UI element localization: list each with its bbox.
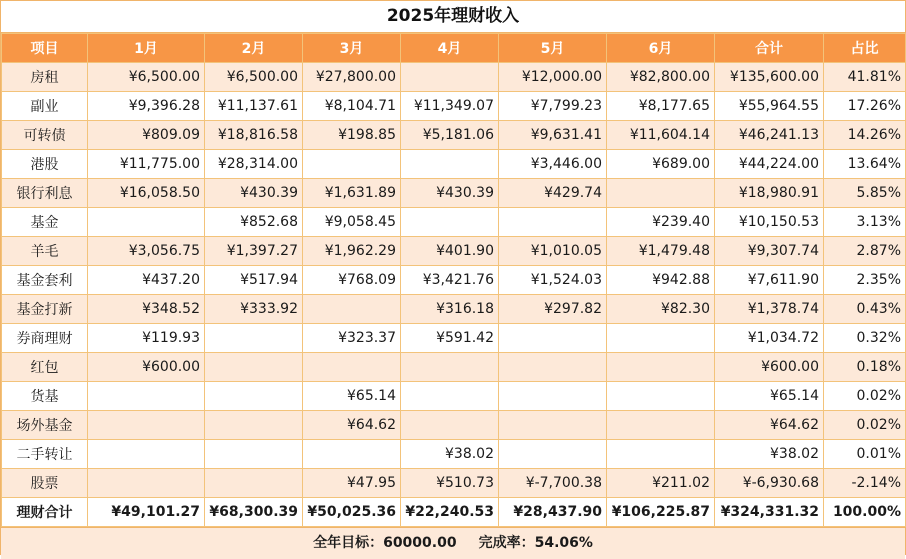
table-cell[interactable]: -2.14% — [824, 469, 906, 498]
table-cell[interactable]: ¥11,775.00 — [88, 150, 205, 179]
table-cell[interactable]: ¥591.42 — [401, 324, 499, 353]
table-cell[interactable]: 14.26% — [824, 121, 906, 150]
table-cell[interactable] — [205, 382, 303, 411]
table-cell[interactable]: ¥689.00 — [607, 150, 715, 179]
table-cell[interactable]: ¥852.68 — [205, 208, 303, 237]
table-cell[interactable]: ¥7,611.90 — [715, 266, 824, 295]
table-cell[interactable]: ¥3,056.75 — [88, 237, 205, 266]
table-cell[interactable] — [499, 382, 607, 411]
row-label[interactable]: 股票 — [2, 469, 88, 498]
table-cell[interactable]: ¥7,799.23 — [499, 92, 607, 121]
table-row — [2, 440, 906, 469]
table-cell[interactable]: ¥55,964.55 — [715, 92, 824, 121]
table-cell[interactable]: 17.26% — [824, 92, 906, 121]
table-cell[interactable] — [499, 353, 607, 382]
header-row — [2, 34, 906, 63]
row-label[interactable]: 副业 — [2, 92, 88, 121]
table-cell[interactable]: ¥430.39 — [205, 179, 303, 208]
row-label[interactable]: 羊毛 — [2, 237, 88, 266]
table-cell[interactable] — [205, 440, 303, 469]
table-cell[interactable]: ¥1,524.03 — [499, 266, 607, 295]
table-cell[interactable]: ¥401.90 — [401, 237, 499, 266]
row-label[interactable]: 银行利息 — [2, 179, 88, 208]
table-cell[interactable]: ¥430.39 — [401, 179, 499, 208]
row-label[interactable]: 基金 — [2, 208, 88, 237]
table-cell[interactable]: ¥46,241.13 — [715, 121, 824, 150]
table-cell[interactable] — [303, 150, 401, 179]
row-label[interactable]: 红包 — [2, 353, 88, 382]
table-cell[interactable]: 13.64% — [824, 150, 906, 179]
table-cell[interactable]: ¥323.37 — [303, 324, 401, 353]
table-cell[interactable]: ¥38.02 — [401, 440, 499, 469]
table-row — [2, 63, 906, 92]
table-cell[interactable] — [401, 353, 499, 382]
total-row — [2, 498, 906, 527]
header-total[interactable]: 合计 — [715, 34, 824, 63]
table-row — [2, 208, 906, 237]
table-cell[interactable]: ¥5,181.06 — [401, 121, 499, 150]
table-cell[interactable]: ¥50,025.36 — [303, 498, 401, 527]
table-row — [2, 382, 906, 411]
table-cell[interactable]: ¥9,307.74 — [715, 237, 824, 266]
table-cell[interactable] — [303, 353, 401, 382]
table-cell[interactable]: ¥65.14 — [715, 382, 824, 411]
table-cell[interactable]: ¥82.30 — [607, 295, 715, 324]
table-cell[interactable]: ¥65.14 — [303, 382, 401, 411]
table-cell[interactable] — [607, 324, 715, 353]
table-cell[interactable]: ¥211.02 — [607, 469, 715, 498]
header-share[interactable]: 占比 — [824, 34, 906, 63]
table-cell[interactable]: 0.02% — [824, 382, 906, 411]
table-cell[interactable]: ¥297.82 — [499, 295, 607, 324]
table-cell[interactable]: 0.01% — [824, 440, 906, 469]
table-cell[interactable]: ¥9,396.28 — [88, 92, 205, 121]
table-row — [2, 469, 906, 498]
table-cell[interactable]: 0.02% — [824, 411, 906, 440]
table-cell[interactable]: ¥18,816.58 — [205, 121, 303, 150]
table-cell[interactable]: ¥-7,700.38 — [499, 469, 607, 498]
table-cell[interactable]: ¥9,631.41 — [499, 121, 607, 150]
annual-target: 全年目标：60000.00 — [313, 535, 457, 551]
table-cell[interactable]: 41.81% — [824, 63, 906, 92]
table-cell[interactable] — [607, 382, 715, 411]
table-cell[interactable] — [401, 411, 499, 440]
table-cell[interactable]: ¥429.74 — [499, 179, 607, 208]
table-cell[interactable]: ¥600.00 — [88, 353, 205, 382]
table-cell[interactable]: ¥27,800.00 — [303, 63, 401, 92]
table-cell[interactable]: ¥316.18 — [401, 295, 499, 324]
table-cell[interactable]: ¥119.93 — [88, 324, 205, 353]
row-label[interactable]: 房租 — [2, 63, 88, 92]
table-cell[interactable]: ¥1,378.74 — [715, 295, 824, 324]
table-cell[interactable]: ¥22,240.53 — [401, 498, 499, 527]
table-cell[interactable] — [88, 208, 205, 237]
table-cell[interactable]: ¥1,631.89 — [303, 179, 401, 208]
table-cell[interactable]: ¥11,349.07 — [401, 92, 499, 121]
table-row — [2, 266, 906, 295]
table-cell[interactable] — [205, 324, 303, 353]
table-cell[interactable]: ¥135,600.00 — [715, 63, 824, 92]
table-cell[interactable] — [607, 353, 715, 382]
table-cell[interactable]: ¥333.92 — [205, 295, 303, 324]
table-cell[interactable]: ¥942.88 — [607, 266, 715, 295]
header-mar[interactable]: 3月 — [303, 34, 401, 63]
table-cell[interactable]: ¥49,101.27 — [88, 498, 205, 527]
table-cell[interactable]: ¥38.02 — [715, 440, 824, 469]
table-cell[interactable]: ¥10,150.53 — [715, 208, 824, 237]
income-table — [1, 33, 906, 527]
table-cell[interactable]: ¥6,500.00 — [88, 63, 205, 92]
table-cell[interactable]: ¥6,500.00 — [205, 63, 303, 92]
table-row — [2, 353, 906, 382]
table-cell[interactable]: 100.00% — [824, 498, 906, 527]
footer-summary — [1, 527, 905, 559]
table-cell[interactable]: ¥28,437.90 — [499, 498, 607, 527]
table-cell[interactable]: ¥8,177.65 — [607, 92, 715, 121]
table-cell[interactable]: ¥239.40 — [607, 208, 715, 237]
table-cell[interactable]: ¥-6,930.68 — [715, 469, 824, 498]
table-cell[interactable]: ¥3,446.00 — [499, 150, 607, 179]
table-cell[interactable]: ¥28,314.00 — [205, 150, 303, 179]
table-cell[interactable] — [607, 440, 715, 469]
table-cell[interactable]: 0.43% — [824, 295, 906, 324]
header-item[interactable]: 项目 — [2, 34, 88, 63]
table-cell[interactable]: ¥47.95 — [303, 469, 401, 498]
row-label[interactable]: 港股 — [2, 150, 88, 179]
table-cell[interactable]: ¥1,010.05 — [499, 237, 607, 266]
table-cell[interactable]: ¥1,962.29 — [303, 237, 401, 266]
header-jan[interactable]: 1月 — [88, 34, 205, 63]
table-cell[interactable]: ¥517.94 — [205, 266, 303, 295]
row-label[interactable]: 理财合计 — [2, 498, 88, 527]
row-label[interactable]: 基金套利 — [2, 266, 88, 295]
completion-rate: 完成率：54.06% — [478, 535, 593, 551]
table-cell[interactable] — [401, 63, 499, 92]
table-row — [2, 237, 906, 266]
table-row — [2, 92, 906, 121]
table-row — [2, 324, 906, 353]
table-cell[interactable]: ¥1,479.48 — [607, 237, 715, 266]
table-cell[interactable]: ¥324,331.32 — [715, 498, 824, 527]
table-cell[interactable] — [401, 208, 499, 237]
table-cell[interactable]: ¥600.00 — [715, 353, 824, 382]
table-cell[interactable]: ¥510.73 — [401, 469, 499, 498]
row-label[interactable]: 基金打新 — [2, 295, 88, 324]
header-jun[interactable]: 6月 — [607, 34, 715, 63]
table-cell[interactable]: ¥809.09 — [88, 121, 205, 150]
table-cell[interactable]: 0.32% — [824, 324, 906, 353]
header-may[interactable]: 5月 — [499, 34, 607, 63]
table-cell[interactable] — [88, 411, 205, 440]
table-cell[interactable]: ¥437.20 — [88, 266, 205, 295]
row-label[interactable]: 券商理财 — [2, 324, 88, 353]
table-cell[interactable] — [499, 440, 607, 469]
table-cell[interactable]: 2.87% — [824, 237, 906, 266]
table-cell[interactable]: ¥64.62 — [303, 411, 401, 440]
table-cell[interactable]: ¥44,224.00 — [715, 150, 824, 179]
header-apr[interactable]: 4月 — [401, 34, 499, 63]
sheet-title: 2025年理财收入 — [1, 1, 905, 33]
table-cell[interactable] — [401, 382, 499, 411]
table-cell[interactable]: ¥64.62 — [715, 411, 824, 440]
table-cell[interactable]: 5.85% — [824, 179, 906, 208]
table-row — [2, 150, 906, 179]
row-label[interactable]: 二手转让 — [2, 440, 88, 469]
table-row — [2, 179, 906, 208]
table-cell[interactable] — [499, 411, 607, 440]
row-label[interactable]: 货基 — [2, 382, 88, 411]
table-cell[interactable] — [205, 353, 303, 382]
table-cell[interactable] — [499, 208, 607, 237]
table-cell[interactable]: ¥9,058.45 — [303, 208, 401, 237]
header-feb[interactable]: 2月 — [205, 34, 303, 63]
table-cell[interactable]: 3.13% — [824, 208, 906, 237]
table-cell[interactable]: ¥198.85 — [303, 121, 401, 150]
table-cell[interactable]: ¥1,397.27 — [205, 237, 303, 266]
table-cell[interactable] — [88, 382, 205, 411]
table-cell[interactable]: 2.35% — [824, 266, 906, 295]
table-cell[interactable]: ¥348.52 — [88, 295, 205, 324]
table-cell[interactable]: ¥12,000.00 — [499, 63, 607, 92]
table-cell[interactable]: ¥18,980.91 — [715, 179, 824, 208]
table-row — [2, 121, 906, 150]
table-cell[interactable] — [499, 324, 607, 353]
table-cell[interactable]: ¥8,104.71 — [303, 92, 401, 121]
table-cell[interactable] — [401, 150, 499, 179]
table-cell[interactable]: ¥1,034.72 — [715, 324, 824, 353]
table-cell[interactable] — [205, 469, 303, 498]
table-cell[interactable] — [303, 440, 401, 469]
table-cell[interactable]: ¥106,225.87 — [607, 498, 715, 527]
table-cell[interactable] — [88, 469, 205, 498]
table-cell[interactable]: ¥68,300.39 — [205, 498, 303, 527]
table-cell[interactable]: ¥768.09 — [303, 266, 401, 295]
table-cell[interactable] — [205, 411, 303, 440]
row-label[interactable]: 场外基金 — [2, 411, 88, 440]
table-cell[interactable]: ¥16,058.50 — [88, 179, 205, 208]
table-cell[interactable] — [607, 179, 715, 208]
table-cell[interactable] — [607, 411, 715, 440]
row-label[interactable]: 可转债 — [2, 121, 88, 150]
table-cell[interactable]: ¥11,604.14 — [607, 121, 715, 150]
table-row — [2, 411, 906, 440]
table-cell[interactable]: ¥82,800.00 — [607, 63, 715, 92]
table-cell[interactable] — [303, 295, 401, 324]
table-cell[interactable]: 0.18% — [824, 353, 906, 382]
table-cell[interactable]: ¥3,421.76 — [401, 266, 499, 295]
table-cell[interactable]: ¥11,137.61 — [205, 92, 303, 121]
table-cell[interactable] — [88, 440, 205, 469]
table-row — [2, 295, 906, 324]
